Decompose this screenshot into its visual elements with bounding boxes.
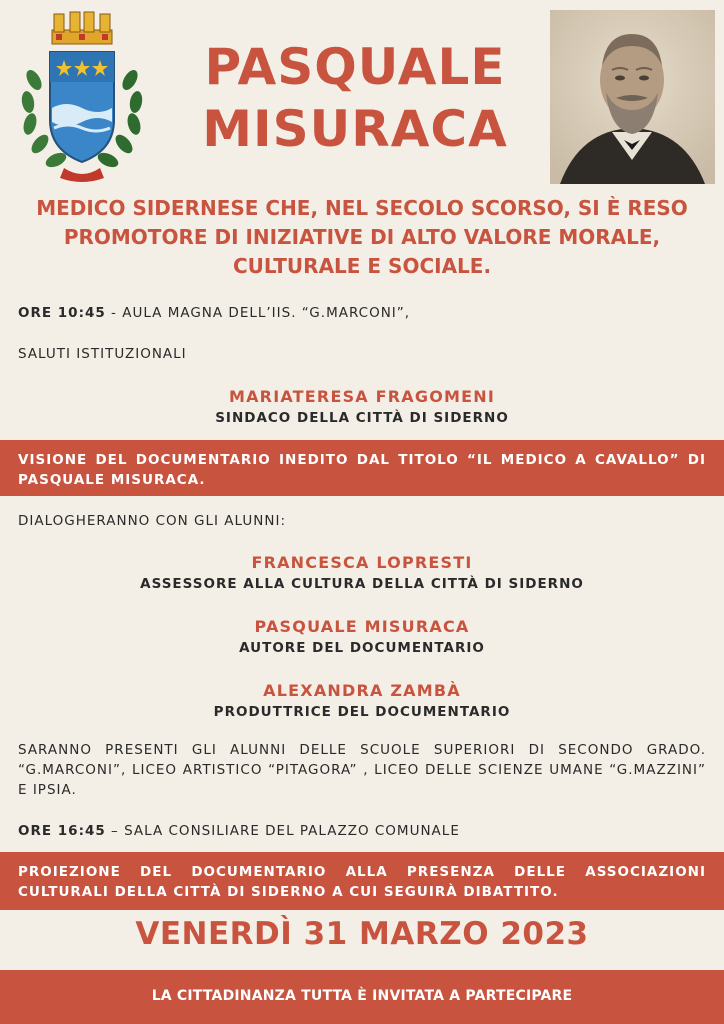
morning-time: ORE 10:45 xyxy=(18,305,106,321)
speaker-role: AUTORE DEL DOCUMENTARIO xyxy=(239,640,485,656)
greetings-line: SALUTI ISTITUZIONALI xyxy=(18,346,187,362)
speaker-block xyxy=(0,553,724,592)
footer-text: LA CITTADINANZA TUTTA È INVITATA A PARTECIPARE xyxy=(151,988,573,1004)
morning-location: - AULA MAGNA DELL’IIS. “G.MARCONI”, xyxy=(105,305,411,321)
speaker-role: ASSESSORE ALLA CULTURA DELLA CITTÀ DI SIDERNO xyxy=(140,576,584,592)
morning-schedule-line xyxy=(18,305,706,321)
highlight-band-1 xyxy=(0,440,724,496)
speaker-block xyxy=(0,617,724,656)
event-date: VENERDÌ 31 MARZO 2023 xyxy=(135,916,589,952)
students-note: SARANNO PRESENTI GLI ALUNNI DELLE SCUOLE SUPERIORI DI SECONDO GRADO. “G.MARCONI”, LICEO ARTISTICO “PITAGORA” , LICEO DELLE SCIENZE UMANE “G.MAZZINI” E IPSIA. xyxy=(18,742,706,798)
band-1-text: VISIONE DEL DOCUMENTARIO INEDITO DAL TITOLO “IL MEDICO A CAVALLO” DI PASQUALE MISURACA. xyxy=(18,452,706,488)
page-title xyxy=(170,36,540,160)
band-2-text: PROIEZIONE DEL DOCUMENTARIO ALLA PRESENZA DELLE ASSOCIAZIONI CULTURALI DELLA CITTÀ DI SIDERNO A CUI SEGUIRÀ DIBATTITO. xyxy=(18,864,706,900)
speaker-block xyxy=(0,387,724,426)
speaker-name: MARIATERESA FRAGOMENI xyxy=(228,387,496,406)
title-line-2: MISURACA xyxy=(202,100,508,158)
footer-band xyxy=(0,970,724,1024)
speaker-name: ALEXANDRA ZAMBÀ xyxy=(263,681,461,700)
afternoon-time: ORE 16:45 xyxy=(18,823,106,839)
afternoon-location: – SALA CONSILIARE DEL PALAZZO COMUNALE xyxy=(105,823,460,839)
afternoon-schedule-line xyxy=(18,823,706,839)
title-line-1: PASQUALE xyxy=(204,38,506,96)
town-crest-icon xyxy=(18,10,146,186)
portrait-photo xyxy=(550,10,715,184)
speaker-role: SINDACO DELLA CITTÀ DI SIDERNO xyxy=(215,410,509,426)
speaker-role: PRODUTTRICE DEL DOCUMENTARIO xyxy=(213,704,511,720)
dialogue-intro: DIALOGHERANNO CON GLI ALUNNI: xyxy=(18,513,286,529)
subtitle: MEDICO SIDERNESE CHE, NEL SECOLO SCORSO, SI È RESO PROMOTORE DI INIZIATIVE DI ALTO VALORE MORALE, CULTURALE E SOCIALE. xyxy=(36,196,688,278)
highlight-band-2 xyxy=(0,852,724,910)
speaker-name: FRANCESCA LOPRESTI xyxy=(251,553,473,572)
speaker-block xyxy=(0,681,724,720)
speaker-name: PASQUALE MISURACA xyxy=(254,617,470,636)
